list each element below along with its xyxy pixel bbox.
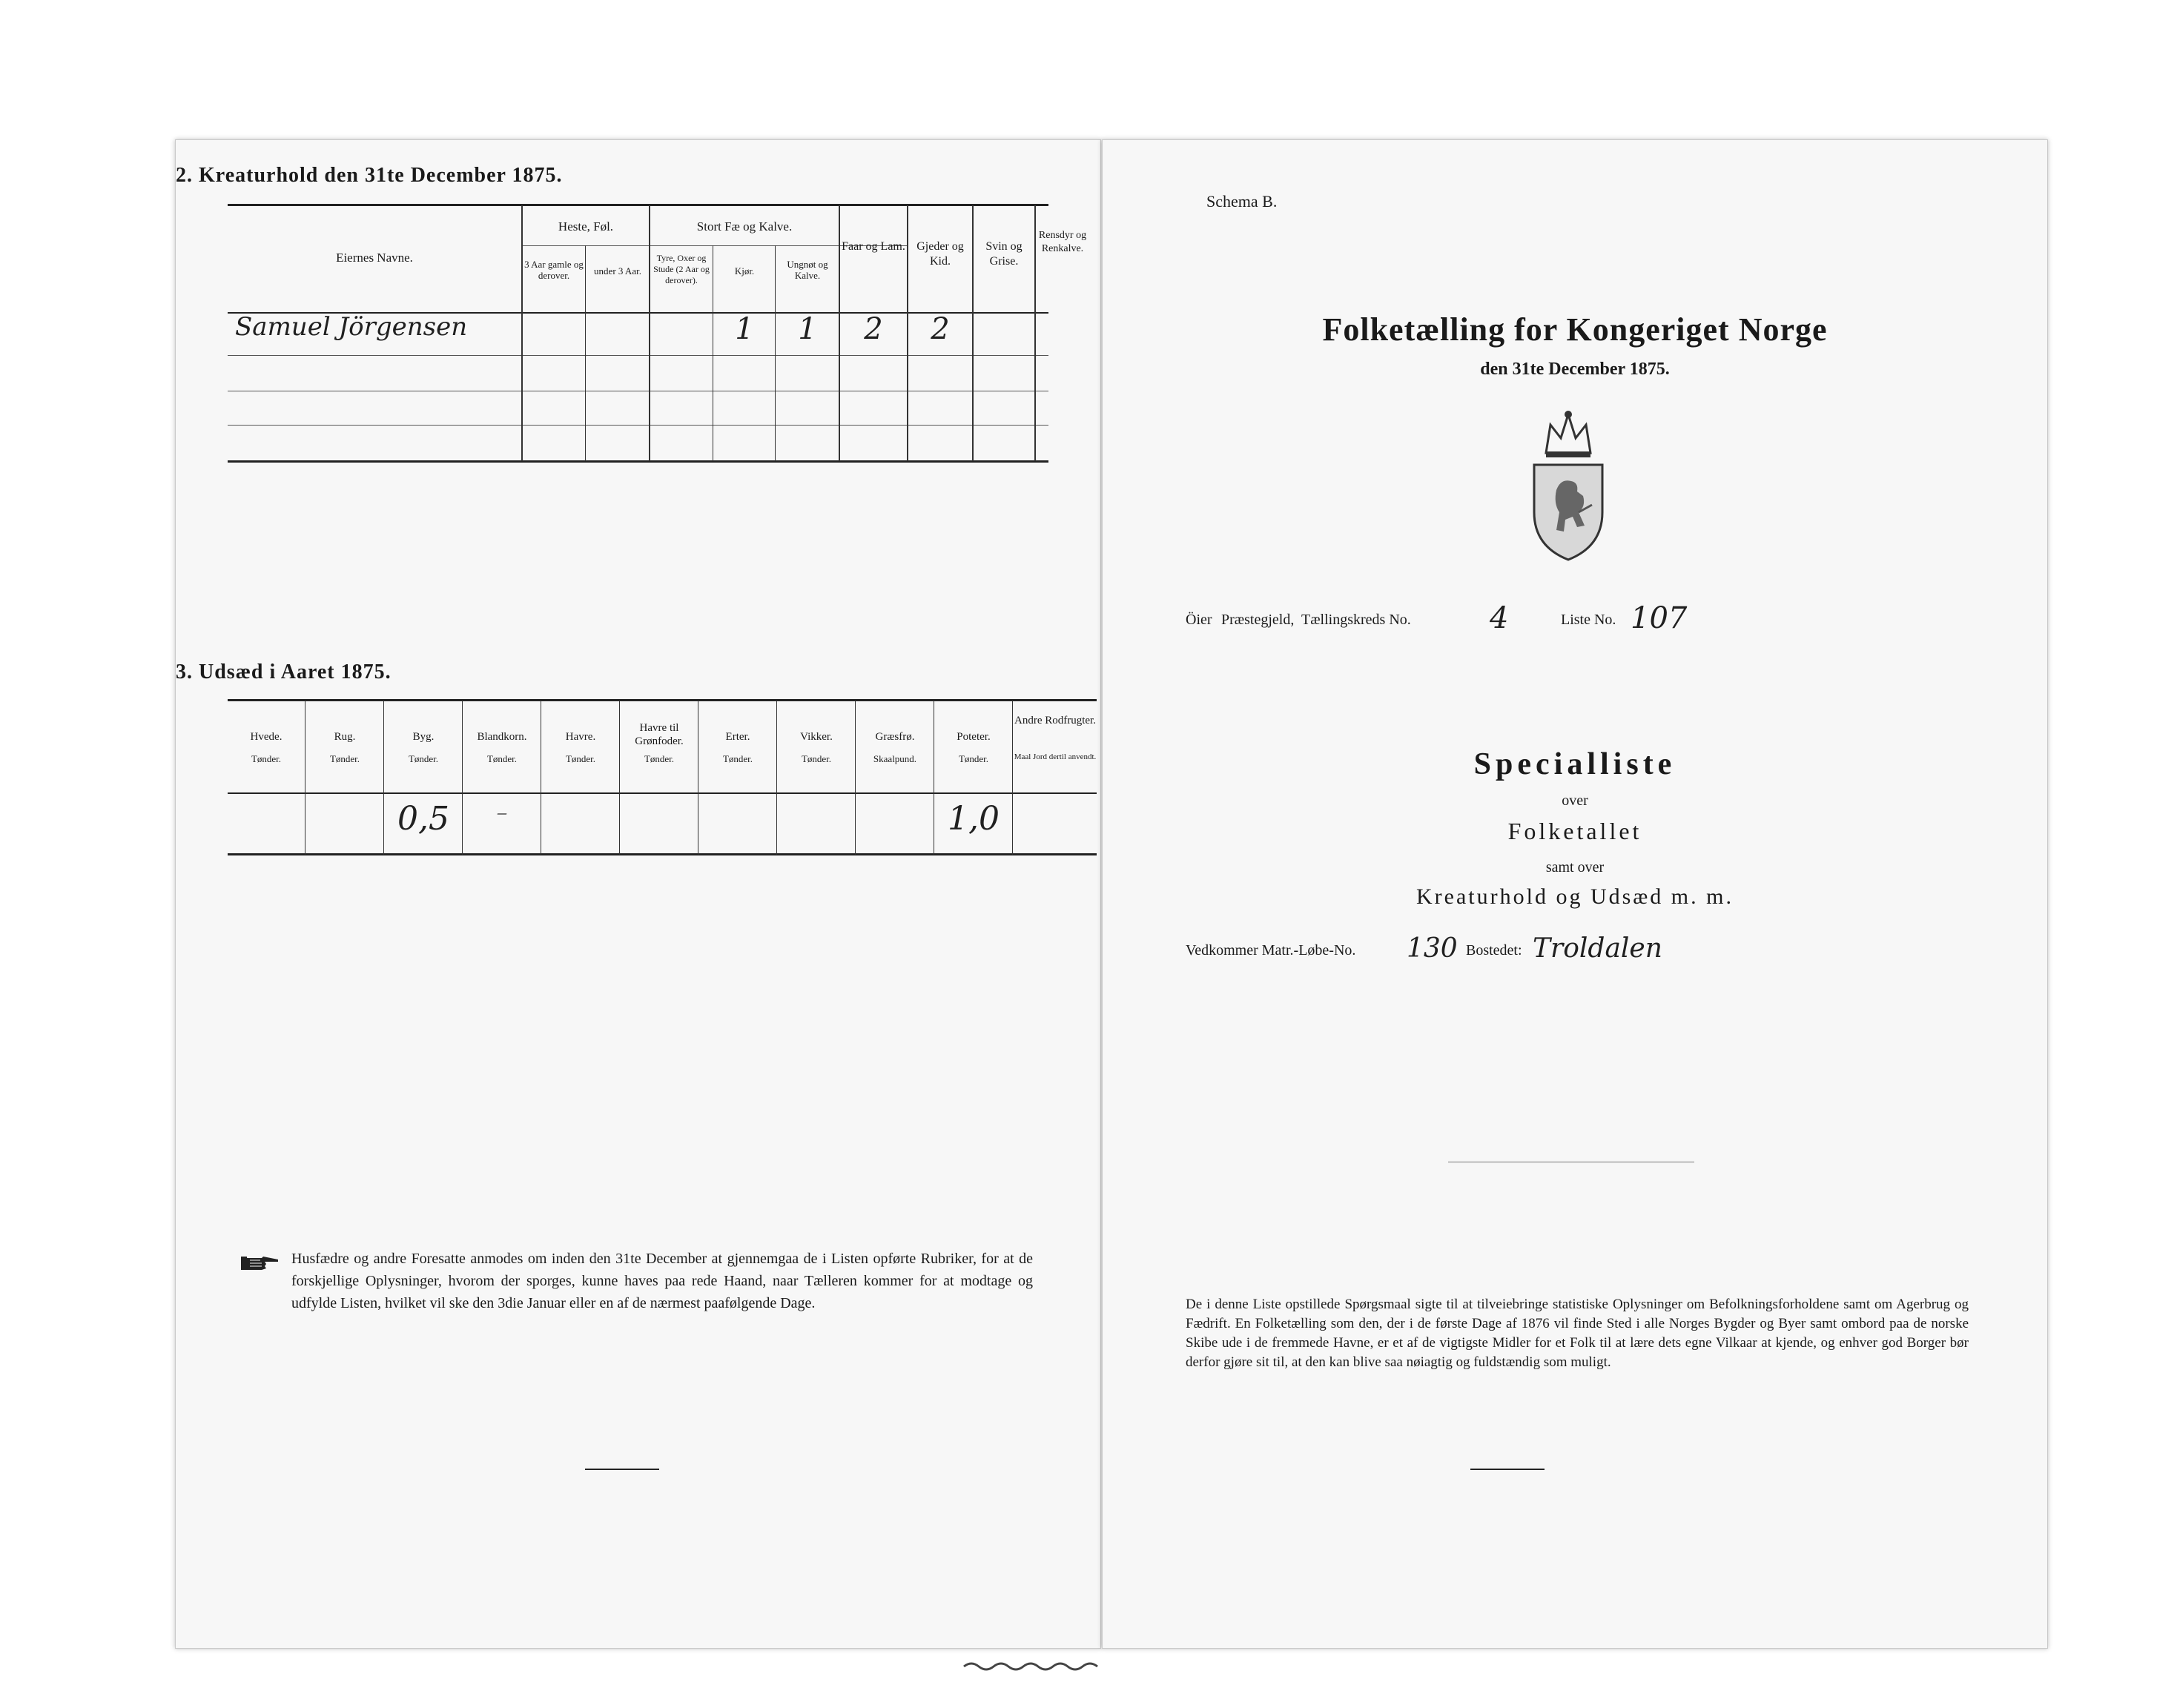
udsaed-col-unit: Skaalpund. <box>873 753 917 764</box>
table-col-line <box>1012 701 1013 855</box>
table-col-line <box>462 701 463 855</box>
udsaed-col-unit: Tønder. <box>486 753 518 764</box>
main-subtitle: den 31te December 1875. <box>1480 360 1670 379</box>
kreds-number: 4 <box>1490 601 1509 635</box>
table-col-line <box>855 701 856 855</box>
udsaed-col-unit: Tønder. <box>251 753 282 764</box>
table-rule <box>228 355 1048 356</box>
table-col-line <box>619 701 620 855</box>
footer-text: De i denne Liste opstillede Spørgsmaal sigte til at tilveiebringe statistiske Oplysninger om Befolkningsforholdene samt om Agerbrug og Fædrift. En Folketælling som den, der i de første Dage af 1876 vil finde Sted i alle Norges Bygder og Byer samt ombord paa de norske Skibe ude i de fremmede Havne, er et af de vigtigste Midler for et Folk til at lære dets egne Vilkaar at kjende, og enhver god Borger bør derfor gjøre sit til, at den kan blive saa nøiagtig og fuldstændig som muligt. <box>1186 1297 1969 1370</box>
udsaed-col-name: Havre til Grønfoder. <box>635 722 684 747</box>
table-rule <box>228 425 1048 426</box>
udsaed-col-name: Blandkorn. <box>477 731 527 743</box>
right-page <box>1102 139 2048 1649</box>
liste-number: 107 <box>1631 601 1688 635</box>
udsaed-col-name: Erter. <box>725 731 750 743</box>
district-line <box>1186 601 2001 649</box>
parish-label: Præstegjeld, <box>1221 612 1295 628</box>
col-header: Kjør. <box>734 265 755 277</box>
udsaed-col-name: Rug. <box>334 731 356 743</box>
scribble-mark <box>961 1658 1109 1672</box>
notice-text: Husfædre og andre Foresatte anmodes om inden den 31te December at gjennemgaa de i Listen opførte Rubriker, for at de forskjellige Oplysninger, hvorom der sporges, kunne haves paa rede Haand, naar Tælleren kommer for at modtage og udfylde Listen, hvilket vil ske den 3die Januar eller en af de nærmest paafølgende Dage. <box>291 1251 1033 1311</box>
cell-kjor: 1 <box>735 312 754 346</box>
cell-faar: 2 <box>864 312 883 346</box>
bosted-value: Troldalen <box>1533 933 1662 964</box>
udsaed-col-unit: Tønder. <box>329 753 360 764</box>
pointing-hand-icon <box>239 1254 281 1273</box>
udsaed-col-unit: Tønder. <box>722 753 753 764</box>
bottom-rule <box>585 1469 659 1470</box>
udsaed-col-unit: Tønder. <box>408 753 439 764</box>
col-header: under 3 Aar. <box>594 265 641 277</box>
over-label: over <box>1562 792 1588 809</box>
col-header: Rensdyr og Renkalve. <box>1038 230 1087 254</box>
udsaed-col-name: Andre Rodfrugter. <box>1014 715 1096 726</box>
udsaed-col-unit: Maal Jord dertil anvendt. <box>1014 752 1097 761</box>
parish-name: Öier <box>1186 612 1212 628</box>
heading-folketallet: Folketallet <box>1507 818 1642 844</box>
table-col-line <box>776 701 777 855</box>
col-header: Faar og Lam. <box>842 240 905 253</box>
schema-label: Schema B. <box>1206 192 1278 211</box>
matr-label: Vedkommer Matr.-Løbe-No. <box>1186 942 1356 959</box>
table-rule <box>228 792 1097 794</box>
table-col-line <box>775 245 776 461</box>
matr-line <box>1186 932 2001 976</box>
cell-blandkorn: – <box>496 800 508 826</box>
udsaed-col-name: Vikker. <box>800 731 833 743</box>
cell-ungnot: 1 <box>798 312 817 346</box>
owner-name: Samuel Jörgensen <box>235 312 468 342</box>
section2-title: 2. Kreaturhold den 31te December 1875. <box>176 164 563 187</box>
table-col-line <box>649 205 650 461</box>
owner-header: Eiernes Navne. <box>336 251 413 265</box>
kreds-label: Tællingskreds No. <box>1301 612 1411 628</box>
udsaed-col-unit: Tønder. <box>565 753 596 764</box>
table-col-line <box>521 205 523 461</box>
horses-header: Heste, Føl. <box>558 219 614 234</box>
bottom-rule <box>1470 1469 1545 1470</box>
udsaed-col-name: Byg. <box>412 731 435 743</box>
udsaed-col-name: Poteter. <box>957 731 991 743</box>
table-rule <box>228 204 1048 206</box>
table-rule <box>228 699 1097 701</box>
col-header: Ungnøt og Kalve. <box>787 259 828 281</box>
heading-specialliste: Specialliste <box>1473 747 1676 781</box>
cell-byg: 0,5 <box>397 800 449 838</box>
col-header: Svin og Grise. <box>985 240 1023 268</box>
udsaed-col-name: Havre. <box>565 731 596 743</box>
table-col-line <box>383 701 384 855</box>
udsaed-col-unit: Tønder. <box>644 753 675 764</box>
cell-poteter: 1,0 <box>948 800 1000 838</box>
cattle-header: Stort Fæ og Kalve. <box>696 219 793 234</box>
udsaed-col-unit: Tønder. <box>958 753 989 764</box>
col-header: 3 Aar gamle og derover. <box>524 259 584 281</box>
table-col-line <box>585 245 586 461</box>
section3-title: 3. Udsæd i Aaret 1875. <box>176 661 392 683</box>
samt-over-label: samt over <box>1545 859 1605 875</box>
matr-number: 130 <box>1407 933 1458 964</box>
udsaed-col-unit: Tønder. <box>801 753 832 764</box>
left-page <box>175 139 1101 1649</box>
udsaed-col-name: Hvede. <box>250 731 283 743</box>
table-rule <box>228 460 1048 463</box>
col-header: Tyre, Oxer og Stude (2 Aar og derover). <box>653 253 710 285</box>
cell-gjeder: 2 <box>931 312 950 346</box>
main-title: Folketælling for Kongeriget Norge <box>1322 311 1828 348</box>
udsaed-col-name: Græsfrø. <box>875 731 915 743</box>
table-rule <box>228 853 1097 855</box>
bosted-label: Bostedet: <box>1466 942 1522 959</box>
col-header: Gjeder og Kid. <box>916 240 964 268</box>
heading-kreaturhold: Kreaturhold og Udsæd m. m. <box>1416 884 1734 909</box>
liste-label: Liste No. <box>1561 612 1616 628</box>
coat-of-arms-icon <box>1524 408 1613 564</box>
